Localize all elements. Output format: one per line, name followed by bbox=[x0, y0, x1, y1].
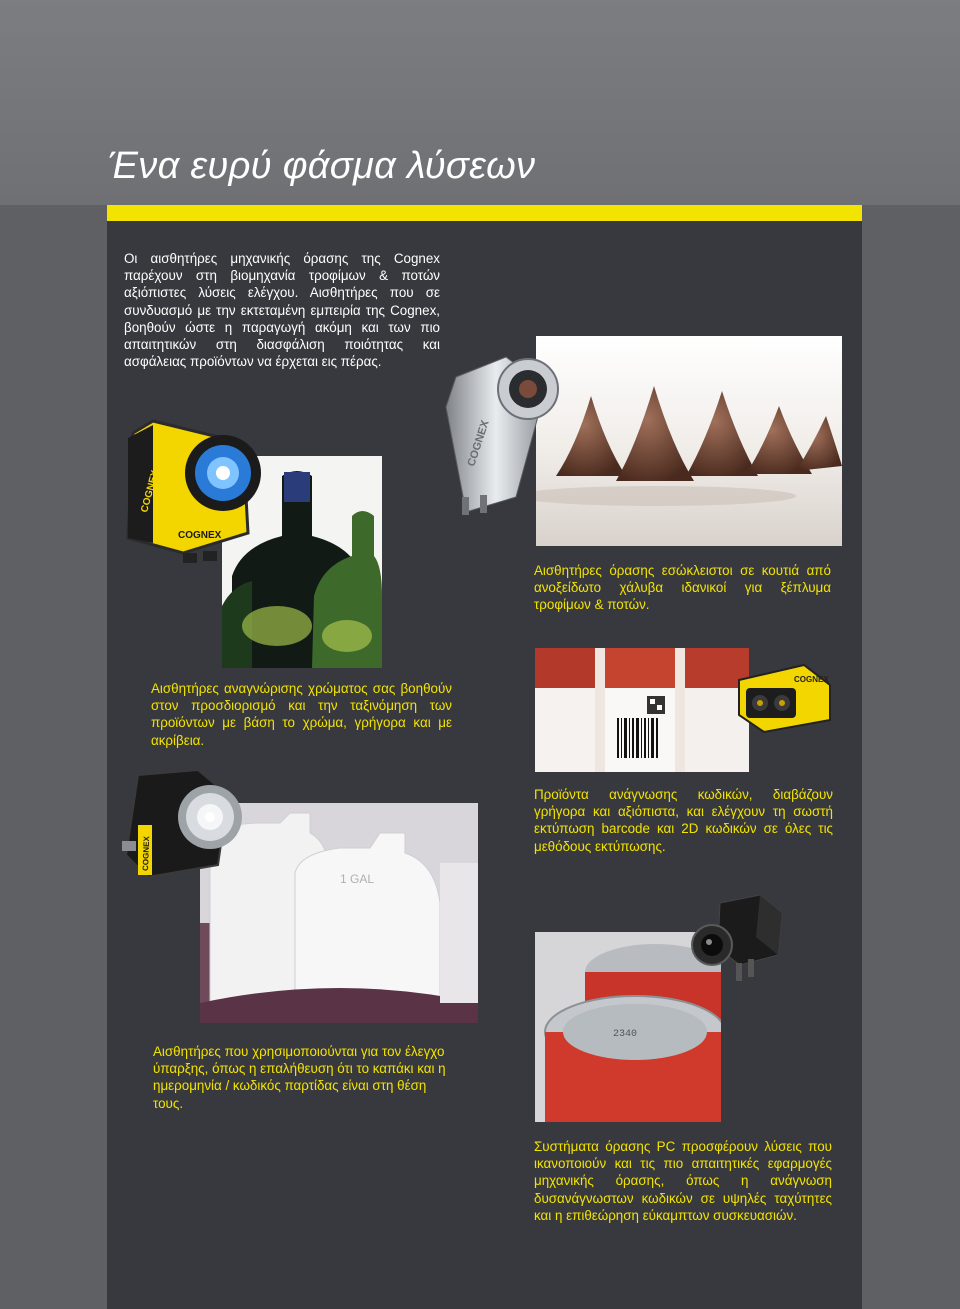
accent-bar bbox=[107, 205, 862, 221]
presence-sensor-caption: Αισθητήρες που χρησιμοποιούνται για τον έλεγχο ύπαρξης, όπως η επαλήθευση ότι το καπάκι και η ημερομηνία / κωδικός παρτίδας είναι στη θέση τους. bbox=[153, 1044, 446, 1111]
intro-text: Οι αισθητήρες μηχανικής όρασης της Cognex παρέχουν στη βιομηχανία τροφίμων & ποτών αξιόπιστες λύσεις ελέγχου. Αισθητήρες που σε συνδυασμό με την εκτεταμένη εμπειρία της Cognex, βοηθούν ώστε η παραγωγή ακόμη και των πιο απαιτητικών στη διασφάλιση ποιότητας και ασφάλειας προϊόντων να έρχεται εις πέρας. bbox=[124, 251, 440, 370]
stainless-caption: Αισθητήρες όρασης εσώκλειστοι σε κουτιά από ανοξείδωτο χάλυβα ιδανικοί για ξέπλυμα τροφίμων & ποτών. bbox=[534, 563, 831, 613]
cognex-logo-black: COGNEX bbox=[141, 836, 152, 872]
cognex-logo-front: COGNEX bbox=[178, 530, 222, 541]
page-title: Ένα ευρύ φάσμα λύσεων bbox=[108, 145, 536, 187]
code-reader-caption: Προϊόντα ανάγνωσης κωδικών, διαβάζουν γρήγορα και αξιόπιστα, και ελέγχουν τη σωστή εκτύπωση barcode και 2D κωδικών σε όλες τις μεθόδους εκτύπωσης. bbox=[534, 787, 833, 854]
black-camera-image bbox=[118, 765, 248, 880]
cognex-logo-stainless: COGNEX bbox=[465, 418, 492, 468]
code-reader-image bbox=[734, 660, 834, 736]
cognex-logo-side: COGNEX bbox=[139, 469, 162, 514]
yellow-camera-image bbox=[123, 413, 263, 563]
color-sensor-caption: Αισθητήρες αναγνώρισης χρώματος σας βοηθούν στον προσδιορισμό και την ταξινόμηση των προϊόντων με βάση το χρώμα, γρήγορα και με ακρίβεια. bbox=[151, 681, 452, 748]
jars-barcode-photo bbox=[535, 648, 749, 772]
pc-camera-image bbox=[690, 893, 785, 985]
pc-vision-caption: Συστήματα όρασης PC προσφέρουν λύσεις που ικανοποιούν και τις πιο απαιτητικές εφαρμογές μηχανικής όρασης, όπως η ανάγνωση δυσανάγνωστων κωδικών σε υψηλές ταχύτητες και η επιθεώρηση εύκαμπτων συσκευασιών. bbox=[534, 1139, 832, 1223]
chocolates-photo bbox=[536, 336, 842, 546]
cognex-logo-reader: COGNEX bbox=[794, 675, 829, 684]
svg-text:1 GAL: 1 GAL bbox=[340, 872, 375, 886]
svg-text:2340: 2340 bbox=[613, 1029, 638, 1040]
stainless-camera-image bbox=[436, 347, 566, 519]
